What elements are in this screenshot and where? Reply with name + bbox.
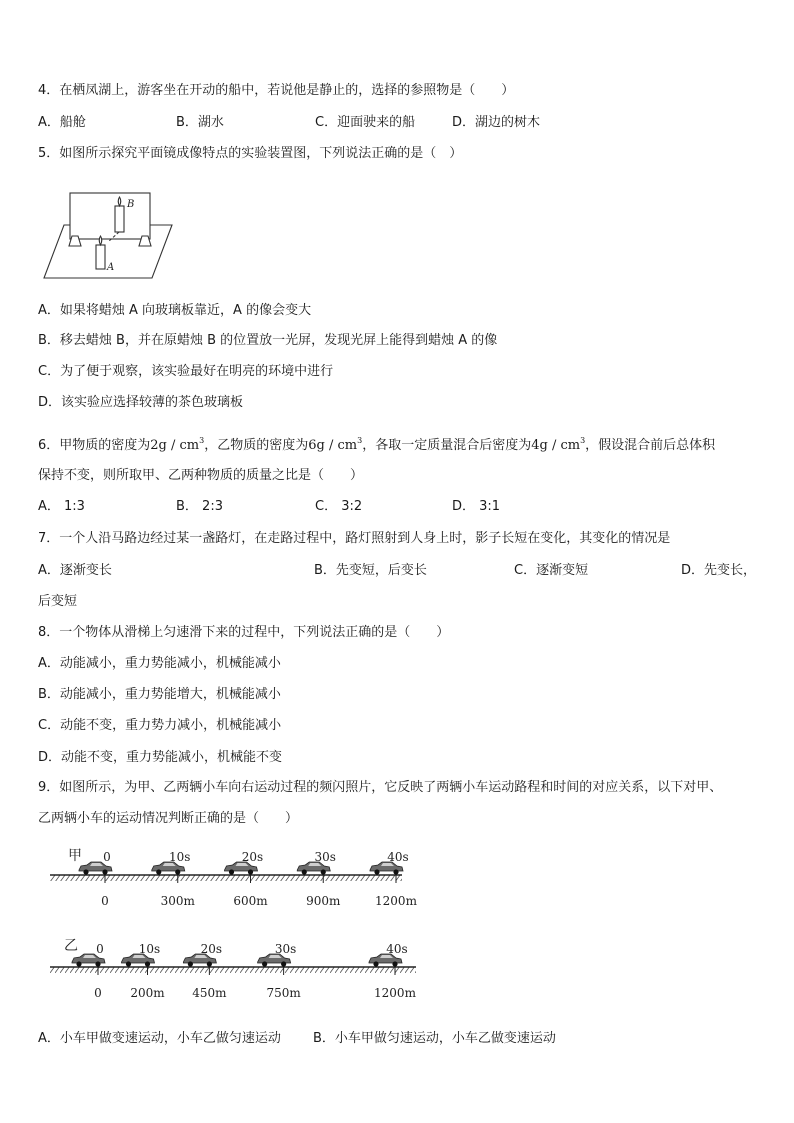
jia-distance-label-2: 600m (233, 894, 268, 908)
q5-option-c: C．为了便于观察，该实验最好在明亮的环境中进行 (38, 364, 334, 379)
q5-mirror-figure (38, 180, 208, 284)
label-b: B (127, 199, 135, 210)
yi-distance-label-3: 750m (266, 986, 301, 1000)
yi-time-label-3: 30s (274, 942, 297, 956)
q4-option-d: D．湖边的树木 (452, 115, 541, 130)
q4-stem: 4．在栖凤湖上，游客坐在开动的船中，若说他是静止的，选择的参照物是（ ） (38, 83, 515, 98)
q6-text-1: 6．甲物质的密度为 (38, 438, 151, 453)
yi-time-label-2: 20s (200, 942, 223, 956)
q4-option-a: A．船舱 (38, 115, 86, 130)
q8-option-c: C．动能不变，重力势力减小，机械能减小 (38, 718, 282, 733)
candle-b (115, 206, 124, 232)
yi-track (50, 938, 417, 1000)
jia-time-label-3: 30s (314, 850, 336, 864)
q9-option-b: B．小车甲做匀速运动，小车乙做变速运动 (313, 1031, 556, 1046)
jia-distance-label-4: 1200m (375, 894, 417, 908)
yi-distance-label-2: 450m (192, 986, 227, 1000)
q6-text-3: ，各取一定质量混合后密度为 (362, 438, 532, 453)
q9-stem-line2: 乙两辆小车的运动情况判断正确的是（ ） (38, 811, 299, 826)
q6-option-a: A． 1:3 (38, 499, 85, 514)
q9-stem-line1: 9．如图所示，为甲、乙两辆小车向右运动过程的频闪照片，它反映了两辆小车运动路程和时间的对应关系，以下对甲、 (38, 780, 723, 795)
jia-distance-label-3: 900m (306, 894, 341, 908)
q8-option-a: A．动能减小，重力势能减小，机械能减小 (38, 656, 281, 671)
yi-ground (50, 967, 416, 973)
yi-distance-label-0: 0 (94, 986, 102, 1000)
q5-option-b: B．移去蜡烛 B，并在原蜡烛 B 的位置放一光屏，发现光屏上能得到蜡烛 A 的像 (38, 333, 498, 348)
q5-option-a: A．如果将蜡烛 A 向玻璃板靠近，A 的像会变大 (38, 303, 312, 318)
q6-stem-line2: 保持不变，则所取甲、乙两种物质的质量之比是（ ） (38, 468, 364, 483)
q4-option-b: B．湖水 (176, 115, 224, 130)
jia-distance-label-1: 300m (160, 894, 195, 908)
label-a: A (107, 262, 115, 273)
yi-distance-label-4: 1200m (374, 986, 416, 1000)
q5-stem: 5．如图所示探究平面镜成像特点的实验装置图，下列说法正确的是（ ） (38, 146, 463, 161)
jia-time-label-4: 40s (387, 850, 409, 864)
q6-density-mix: $4g / cm^3$ (531, 436, 586, 453)
yi-distance-label-1: 200m (130, 986, 165, 1000)
jia-time-label-0: 0 (103, 850, 111, 864)
q6-text-2: ，乙物质的密度为 (204, 438, 309, 453)
yi-label: 乙 (64, 938, 78, 954)
q9-strobe-figure (50, 840, 450, 1020)
q6-density-jia: $2g / cm^3$ (150, 436, 205, 453)
yi-time-label-4: 40s (386, 942, 408, 956)
q7-option-a: A．逐渐变长 (38, 563, 112, 578)
jia-distance-label-0: 0 (101, 894, 109, 908)
q6-option-d: D． 3:1 (452, 499, 501, 514)
yi-time-label-1: 10s (138, 942, 161, 956)
q6-density-yi: $6g / cm^3$ (308, 436, 363, 453)
jia-ground (50, 875, 402, 881)
jia-time-label-1: 10s (169, 850, 191, 864)
glass-plate (70, 193, 150, 239)
q7-option-d: D．先变长， (681, 563, 757, 578)
q5-option-d: D．该实验应选择较薄的茶色玻璃板 (38, 395, 244, 410)
q7-option-d-continuation: 后变短 (38, 594, 78, 609)
q6-option-c: C． 3:2 (315, 499, 363, 514)
q8-option-d: D．动能不变，重力势能减小，机械能不变 (38, 750, 283, 765)
candle-a (96, 245, 105, 269)
yi-time-label-0: 0 (96, 942, 104, 956)
q8-option-b: B．动能减小，重力势能增大，机械能减小 (38, 687, 281, 702)
q9-option-a: A．小车甲做变速运动，小车乙做匀速运动 (38, 1031, 281, 1046)
jia-time-label-2: 20s (241, 850, 264, 864)
q7-option-b: B．先变短，后变长 (314, 563, 427, 578)
q6-option-b: B． 2:3 (176, 499, 223, 514)
jia-label: 甲 (68, 848, 82, 864)
q6-text-4: ，假设混合前后总体积 (585, 438, 716, 453)
q7-stem: 7．一个人沿马路边经过某一盏路灯，在走路过程中，路灯照射到人身上时，影子长短在变化，其变化的情况是 (38, 531, 671, 546)
q7-option-c: C．逐渐变短 (514, 563, 589, 578)
jia-track (50, 848, 418, 908)
q8-stem: 8．一个物体从滑梯上匀速滑下来的过程中，下列说法正确的是（ ） (38, 625, 450, 640)
q4-option-c: C．迎面驶来的船 (315, 115, 416, 130)
q6-stem-line1 (38, 432, 715, 455)
